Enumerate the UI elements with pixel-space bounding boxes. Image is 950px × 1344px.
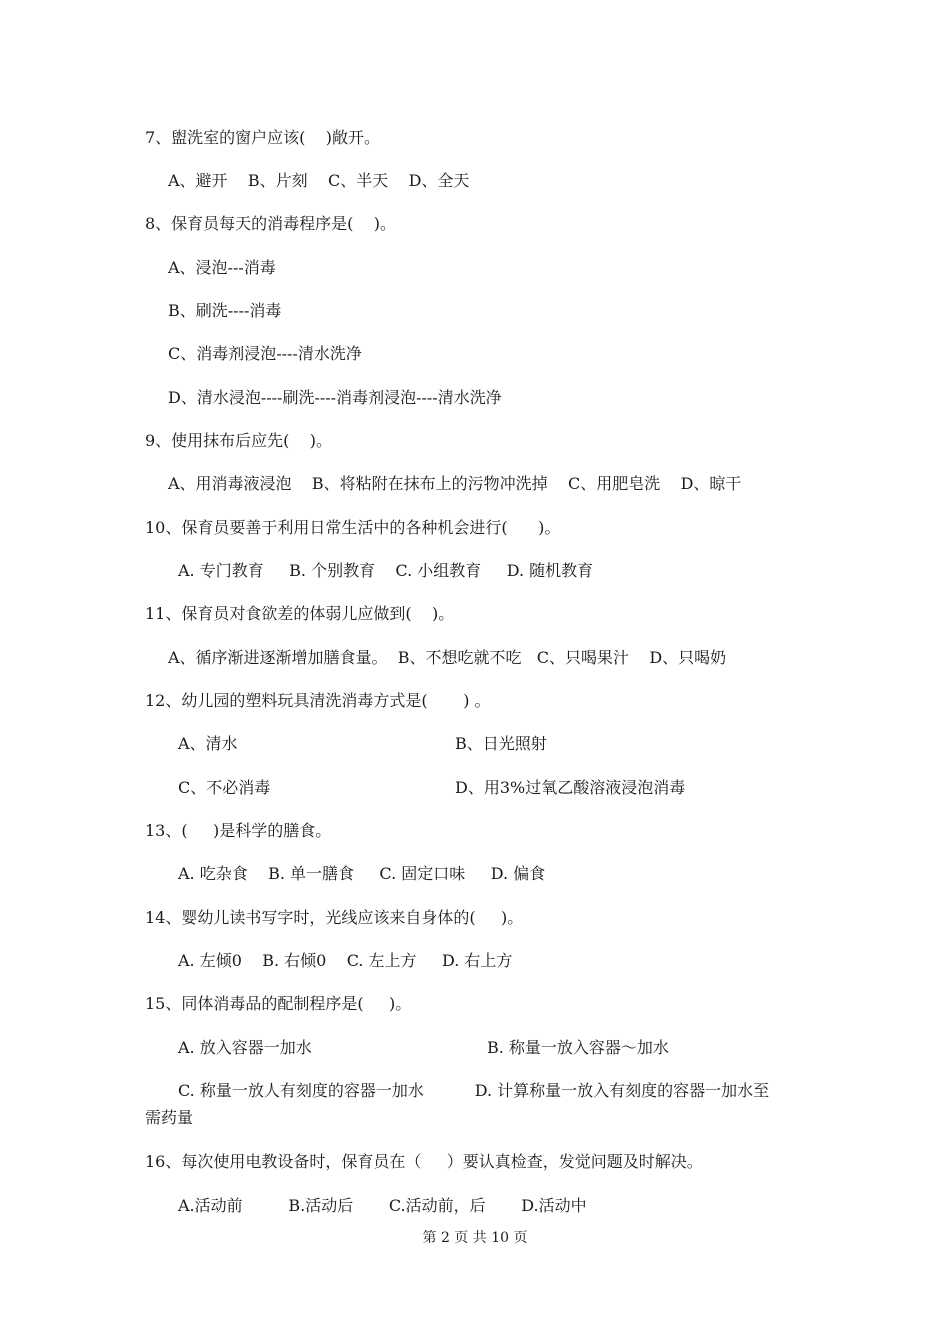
- question-9-stem: 9、使用抹布后应先( )。: [145, 431, 333, 450]
- question-12-option-d: D、用3%过氧乙酸溶液浸泡消毒: [455, 778, 686, 797]
- question-13-options: A. 吃杂食 B. 单一膳食 C. 固定口味 D. 偏食: [178, 864, 546, 883]
- question-12-stem: 12、幼儿园的塑料玩具清洗消毒方式是( ) 。: [145, 691, 491, 710]
- question-15-option-cd-line1: C. 称量一放人有刻度的容器一加水 D. 计算称量一放入有刻度的容器一加水至: [178, 1081, 770, 1100]
- question-8-option-d: D、清水浸泡----刷洗----消毒剂浸泡----清水洗净: [168, 388, 502, 407]
- question-14-stem: 14、婴幼儿读书写字时，光线应该来自身体的( )。: [145, 908, 524, 927]
- question-12-option-c: C、不必消毒: [178, 778, 271, 797]
- question-8-option-a: A、浸泡---消毒: [168, 258, 276, 277]
- question-10-stem: 10、保育员要善于利用日常生活中的各种机会进行( )。: [145, 518, 561, 537]
- question-13-stem: 13、( )是科学的膳食。: [145, 821, 332, 840]
- question-12-option-a: A、清水: [178, 734, 238, 753]
- question-11-options: A、循序渐进逐渐增加膳食量。 B、不想吃就不吃 C、只喝果汁 D、只喝奶: [168, 648, 727, 667]
- question-16-options: A.活动前 B.活动后 C.活动前，后 D.活动中: [178, 1196, 587, 1215]
- question-15-stem: 15、同体消毒品的配制程序是( )。: [145, 994, 412, 1013]
- question-8-option-c: C、消毒剂浸泡----清水洗净: [168, 344, 362, 363]
- question-12-option-b: B、日光照射: [455, 734, 547, 753]
- question-15-option-a: A. 放入容器一加水: [178, 1038, 312, 1057]
- question-8-option-b: B、刷洗----消毒: [168, 301, 282, 320]
- question-7-stem: 7、盥洗室的窗户应该( )敞开。: [145, 128, 381, 147]
- question-14-options: A. 左倾0 B. 右倾0 C. 左上方 D. 右上方: [178, 951, 513, 970]
- question-10-options: A. 专门教育 B. 个别教育 C. 小组教育 D. 随机教育: [178, 561, 594, 580]
- question-9-options: A、用消毒液浸泡 B、将粘附在抹布上的污物冲洗掉 C、用肥皂洗 D、晾干: [168, 474, 742, 493]
- question-15-option-cd-line2: 需药量: [145, 1108, 194, 1127]
- question-8-stem: 8、保育员每天的消毒程序是( )。: [145, 214, 397, 233]
- question-15-option-b: B. 称量一放入容器～加水: [487, 1038, 669, 1057]
- page-number-footer: 第 2 页 共 10 页: [422, 1230, 528, 1246]
- question-16-stem: 16、每次使用电教设备时，保育员在（ ）要认真检查，发觉问题及时解决。: [145, 1152, 703, 1171]
- question-11-stem: 11、保育员对食欲差的体弱儿应做到( )。: [145, 604, 455, 623]
- question-7-options: A、避开 B、片刻 C、半天 D、全天: [168, 171, 470, 190]
